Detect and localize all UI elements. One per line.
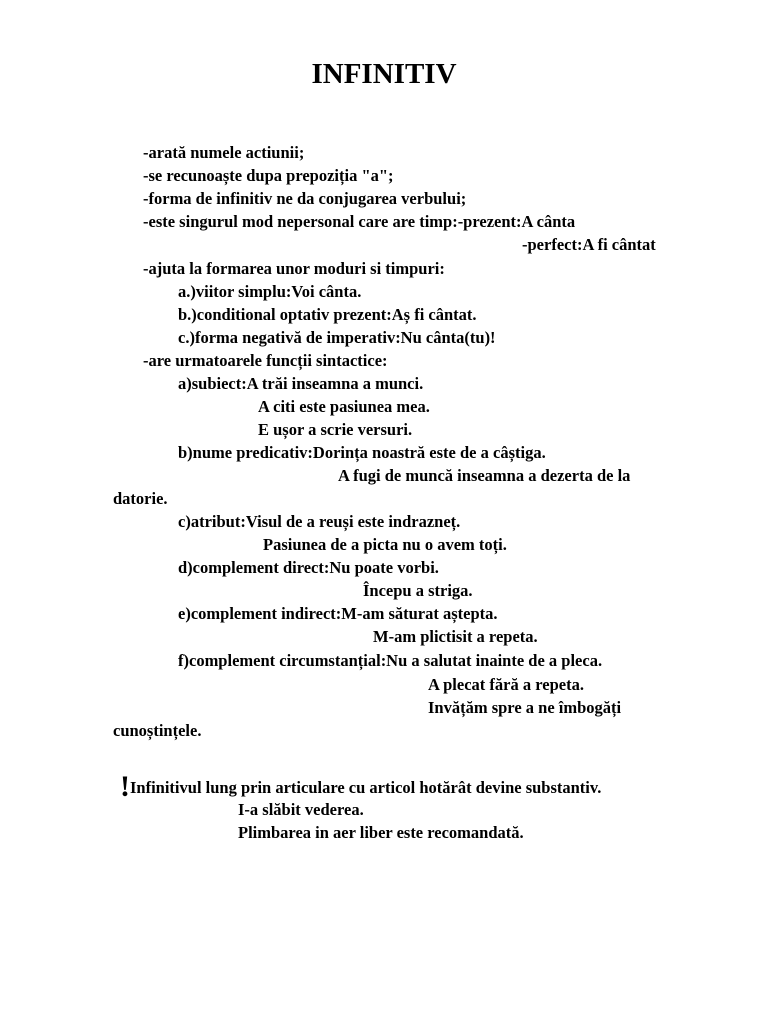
text-line: b)nume predicativ:Dorința noastră este de a câștiga. — [178, 443, 546, 462]
text-line: -perfect:A fi cântat — [522, 235, 656, 254]
text-line: a.)viitor simplu:Voi cânta. — [178, 282, 362, 301]
text-line: b.)conditional optativ prezent:Aș fi cântat. — [178, 305, 477, 324]
text-line: E ușor a scrie versuri. — [258, 420, 413, 439]
text-line: f)complement circumstanțial:Nu a salutat inainte de a pleca. — [178, 651, 603, 670]
text-line: a)subiect:A trăi inseamna a munci. — [178, 374, 424, 393]
text-line: -arată numele actiunii; — [143, 143, 305, 162]
note-example: I-a slăbit vederea. — [238, 800, 364, 819]
text-line: A citi este pasiunea mea. — [258, 397, 430, 416]
text-line: -forma de infinitiv ne da conjugarea verbului; — [143, 189, 467, 208]
text-line: M-am plictisit a repeta. — [373, 627, 538, 646]
text-line: d)complement direct:Nu poate vorbi. — [178, 558, 439, 577]
text-line: A fugi de muncă inseamna a dezerta de la — [338, 466, 631, 485]
text-line: Pasiunea de a picta nu o avem toți. — [263, 535, 507, 554]
text-line: -are urmatoarele funcții sintactice: — [143, 351, 388, 370]
text-line: c)atribut:Visul de a reuși este indrazneț. — [178, 512, 461, 531]
text-line: datorie. — [113, 489, 168, 508]
text-line: cunoștințele. — [113, 721, 202, 740]
text-line: -este singurul mod nepersonal care are timp:-prezent:A cânta — [143, 212, 576, 231]
note-line — [120, 770, 602, 803]
text-line: e)complement indirect:M-am săturat aștepta. — [178, 604, 498, 623]
page-title: INFINITIV — [311, 58, 457, 90]
exclamation-mark: ! — [120, 770, 130, 803]
note-example: Plimbarea in aer liber este recomandată. — [238, 823, 524, 842]
note-text: Infinitivul lung prin articulare cu articol hotărât devine substantiv. — [130, 778, 602, 797]
text-line: -ajuta la formarea unor moduri si timpuri: — [143, 259, 445, 278]
text-line: c.)forma negativă de imperativ:Nu cânta(tu)! — [178, 328, 496, 347]
text-line: Invățăm spre a ne îmbogăți — [428, 698, 622, 717]
text-line: -se recunoaște dupa prepoziția "a"; — [143, 166, 394, 185]
text-line: Începu a striga. — [363, 581, 473, 600]
text-line: A plecat fără a repeta. — [428, 675, 584, 694]
